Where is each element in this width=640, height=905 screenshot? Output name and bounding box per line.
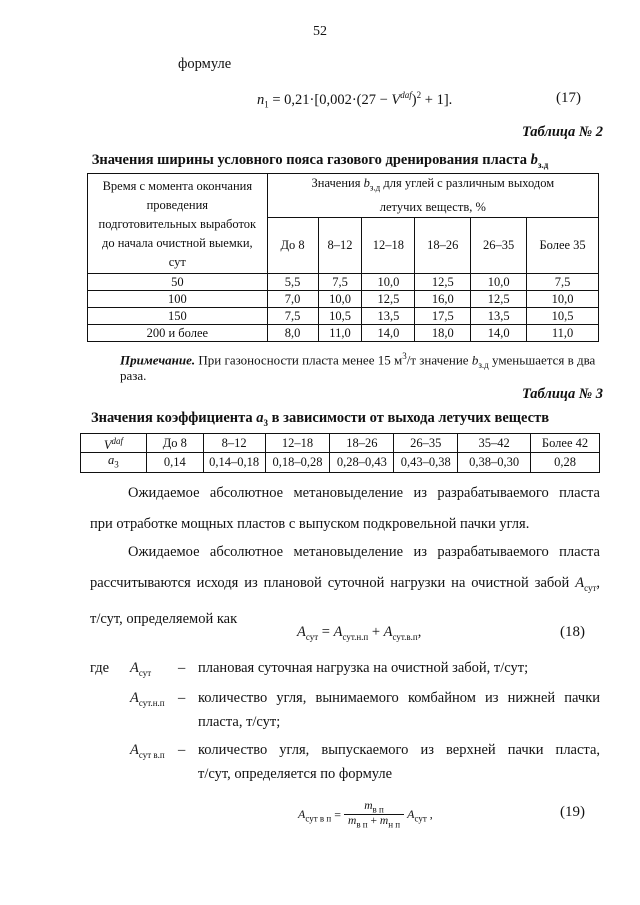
cell: 11,0 <box>318 324 362 341</box>
paragraph-1-line-2: при отработке мощных пластов с выпуском подкровельной пачки угля. <box>90 516 530 532</box>
cell: 0,28 <box>531 453 600 473</box>
definition-text: количество угля, выпускаемого из верхней пачки пласта, <box>198 742 600 758</box>
equation-18: $A_{сут} = A_{сут.н.п} + A_{сут.в.п}$, <box>297 624 422 642</box>
header-volatile: $V^{daf}$ <box>81 434 147 453</box>
paragraph-2-line-2: рассчитываются исходя из плановой суточной нагрузки на очистной забой $A_{сут}$, <box>90 575 600 593</box>
table-2-title: Значения ширины условного пояса газового дренирования пласта $b_{з.д}$ <box>91 152 549 170</box>
col-header: 35–42 <box>458 434 531 453</box>
definition-dash: – <box>178 660 186 676</box>
paragraph-1 <box>90 478 600 540</box>
col-header: 12–18 <box>265 434 330 453</box>
cell: 12,5 <box>362 290 415 307</box>
cell: 0,38–0,30 <box>458 453 531 473</box>
table-2 <box>87 173 599 342</box>
paragraph-2 <box>90 537 600 635</box>
definition-text-cont: т/сут, определяется по формуле <box>198 766 393 782</box>
definition-text: плановая суточная нагрузка на очистной забой, т/сут; <box>198 660 529 676</box>
cell: 7,0 <box>267 290 318 307</box>
header-values-group: Значения $b_{з.д}$ для углей с различным выходом летучих веществ, % <box>267 174 598 218</box>
col-header: 12–18 <box>362 217 415 273</box>
cell: 12,5 <box>415 273 471 290</box>
table-row <box>88 290 599 307</box>
cell-time: 100 <box>88 290 268 307</box>
table-3 <box>80 433 600 473</box>
table-row <box>88 307 599 324</box>
cell: 10,5 <box>527 307 599 324</box>
definition-text-cont: пласта, т/сут; <box>198 714 281 730</box>
equation-17-number: (17) <box>556 90 581 106</box>
col-header: Более 35 <box>527 217 599 273</box>
cell: 10,0 <box>318 290 362 307</box>
table-3-caption: Таблица № 3 <box>521 386 603 402</box>
col-header: 18–26 <box>415 217 471 273</box>
cell: 17,5 <box>415 307 471 324</box>
paragraph-1-line-1: Ожидаемое абсолютное метановыделение из разрабатываемого пласта <box>128 485 600 501</box>
definition-dash: – <box>178 742 186 758</box>
col-header: До 8 <box>146 434 203 453</box>
equation-19: $A_{сут в п}$ = $\frac{m_{в п}}{m_{в п} + m_{н п}}$ $A_{сут}$ , <box>298 800 433 830</box>
col-header: Более 42 <box>531 434 600 453</box>
cell-time: 150 <box>88 307 268 324</box>
cell: 10,0 <box>527 290 599 307</box>
paragraph-2-line-1: Ожидаемое абсолютное метановыделение из разрабатываемого пласта <box>128 544 600 560</box>
cell: 10,0 <box>362 273 415 290</box>
paragraph-2-line-3: т/сут, определяемой как <box>90 610 238 627</box>
cell-time: 200 и более <box>88 324 268 341</box>
where-label: где <box>90 660 110 676</box>
cell: 0,28–0,43 <box>330 453 394 473</box>
cell: 10,0 <box>471 273 527 290</box>
table-row <box>88 273 599 290</box>
cell: 7,5 <box>267 307 318 324</box>
equation-17: $n_1 = 0,21\cdot[0,002\cdot(27 - V^{daf})^2 + 1]$. <box>257 90 453 110</box>
cell: 18,0 <box>415 324 471 341</box>
cell: 14,0 <box>471 324 527 341</box>
cell-time: 50 <box>88 273 268 290</box>
intro-text: формуле <box>178 56 232 72</box>
page-number: 52 <box>313 24 327 39</box>
cell: 13,5 <box>362 307 415 324</box>
cell: 13,5 <box>471 307 527 324</box>
cell: 0,14 <box>146 453 203 473</box>
table-row <box>88 324 599 341</box>
header-time: Время с момента окончания проведения подготовительных выработок до начала очистной выемки, сут <box>88 174 268 274</box>
definition-symbol: $A_{сут}$ <box>130 660 152 678</box>
table-3-title: Значения коэффициента $a_3$ в зависимости от выхода летучих веществ <box>90 410 550 428</box>
cell: 5,5 <box>267 273 318 290</box>
row-coefficient: $a_3$ <box>81 453 147 473</box>
table-2-caption: Таблица № 2 <box>521 124 603 140</box>
cell: 7,5 <box>318 273 362 290</box>
table-row <box>81 453 600 473</box>
definition-symbol: $A_{сут.н.п}$ <box>130 690 165 708</box>
col-header: 26–35 <box>471 217 527 273</box>
table-3-header-row <box>81 434 600 453</box>
cell: 0,43–0,38 <box>394 453 458 473</box>
cell: 0,18–0,28 <box>265 453 330 473</box>
definition-symbol: $A_{сут в.п}$ <box>130 742 165 760</box>
col-header: 26–35 <box>394 434 458 453</box>
cell: 7,5 <box>527 273 599 290</box>
col-header: 18–26 <box>330 434 394 453</box>
equation-19-fraction: $\frac{m_{в п}}{m_{в п} + m_{н п}}$ <box>344 800 404 830</box>
definition-text: количество угля, вынимаемого комбайном из нижней пачки <box>198 690 600 706</box>
cell: 12,5 <box>471 290 527 307</box>
cell: 10,5 <box>318 307 362 324</box>
cell: 8,0 <box>267 324 318 341</box>
equation-19-number: (19) <box>560 804 585 820</box>
col-header: 8–12 <box>203 434 265 453</box>
definition-dash: – <box>178 690 186 706</box>
col-header: До 8 <box>267 217 318 273</box>
cell: 14,0 <box>362 324 415 341</box>
equation-18-number: (18) <box>560 624 585 640</box>
cell: 11,0 <box>527 324 599 341</box>
col-header: 8–12 <box>318 217 362 273</box>
table-2-note-cont: раза. <box>120 368 147 383</box>
table-2-note: Примечание. При газоносности пласта менее 15 $м^3/т$ значение $b_{з.д}$ уменьшается в два <box>120 351 596 370</box>
cell: 16,0 <box>415 290 471 307</box>
cell: 0,14–0,18 <box>203 453 265 473</box>
